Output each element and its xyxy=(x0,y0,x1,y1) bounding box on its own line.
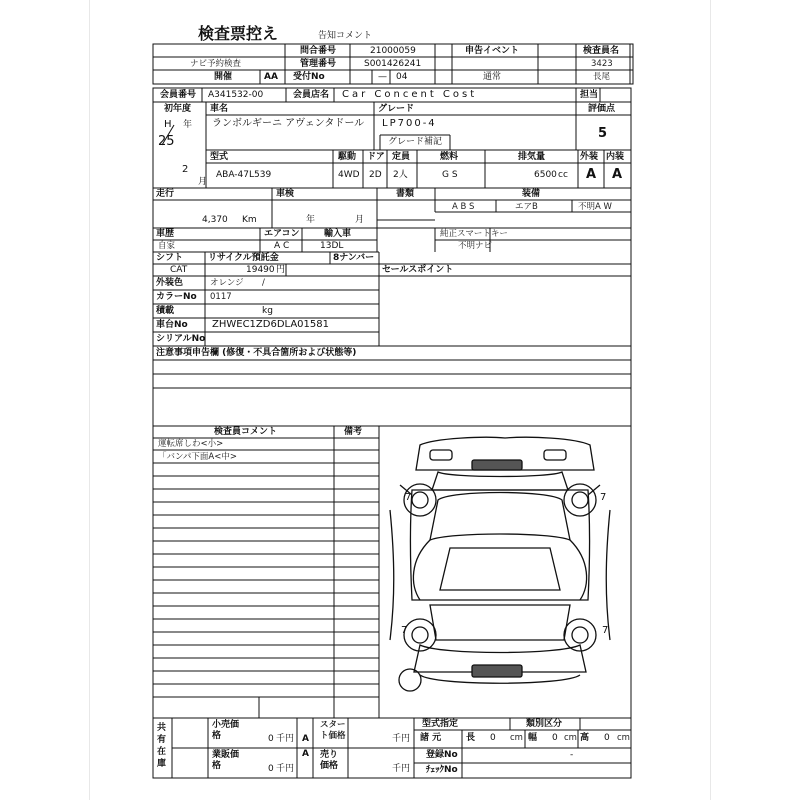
length-label: 長 xyxy=(466,733,476,743)
seats-label: 定員 xyxy=(392,152,411,162)
ext-grade: A xyxy=(586,167,597,182)
mileage-label: 走行 xyxy=(156,189,175,199)
history-label: 車歴 xyxy=(156,229,175,239)
import-label: 輸入車 xyxy=(324,229,352,239)
reception-no: 04 xyxy=(396,72,408,82)
spec-label: 諸 元 xyxy=(420,733,442,743)
shared-stock-label: 共有在庫 xyxy=(157,723,167,769)
grade: LP700-4 xyxy=(382,118,437,129)
inquiry-no: 21000059 xyxy=(370,46,416,56)
equip-aw: 不明A W xyxy=(578,202,612,212)
inspector-comment-label: 検査員コメント xyxy=(214,427,278,437)
damage-mark-front-right: 7 xyxy=(600,492,607,503)
event-label: 申告イベント xyxy=(465,46,520,56)
inquiry-no-label: 問合番号 xyxy=(300,46,337,56)
displacement-unit: cc xyxy=(558,170,568,180)
score: 5 xyxy=(598,126,608,141)
reception-dash: — xyxy=(378,72,387,82)
first-month: 2 xyxy=(182,164,189,175)
member-no: A341532-00 xyxy=(208,90,264,100)
shift-label: シフト xyxy=(156,253,184,263)
width-label: 幅 xyxy=(528,733,538,743)
sheet-title: 検査票控え xyxy=(198,24,279,43)
start-price-label: スタート価格 xyxy=(320,720,346,741)
ext-color: オレンジ xyxy=(210,278,244,288)
venue-label: 開催 xyxy=(214,72,233,82)
recycle-label: リサイクル預託金 xyxy=(208,253,279,263)
wholesale-price: 0 xyxy=(268,764,274,774)
wholesale-grade: A xyxy=(302,749,309,759)
chassis-label: 車台No xyxy=(156,320,188,330)
sales-point-label: セールスポイント xyxy=(382,265,454,275)
equip-airbag: エアB xyxy=(515,202,538,212)
caution-label: 注意事項申告欄 (修復・不具合箇所および状態等) xyxy=(156,348,357,358)
width-unit: cm xyxy=(564,733,577,743)
import: 13DL xyxy=(320,241,344,251)
retail-grade: A xyxy=(302,734,309,744)
retail-price: 0 xyxy=(268,734,274,744)
sell-price-label: 売り価格 xyxy=(320,750,339,771)
length-unit: cm xyxy=(510,733,523,743)
ext-grade-label: 外装 xyxy=(580,152,599,162)
shop-name: Car Concent Cost xyxy=(342,89,478,100)
comment-line-2: 「バンパ下面A<中> xyxy=(158,452,237,462)
staff-label: 担当 xyxy=(580,90,599,100)
inspection-label: 車検 xyxy=(276,189,295,199)
month-unit: 月 xyxy=(198,177,208,187)
length: 0 xyxy=(490,733,496,743)
class-label: 類別区分 xyxy=(526,719,563,729)
ext-color-label: 外装色 xyxy=(156,278,184,288)
score-label: 評価点 xyxy=(588,104,616,114)
mileage: 4,370 xyxy=(202,215,228,225)
recycle: 19490 xyxy=(246,265,275,275)
serial-label: シリアルNo xyxy=(156,334,206,344)
shift: CAT xyxy=(170,265,188,275)
car-damage-diagram xyxy=(390,437,610,691)
chassis-no: ZHWEC1ZD6DLA01581 xyxy=(212,319,329,330)
ext-color-sep: / xyxy=(262,278,265,288)
grade-label: グレード xyxy=(378,104,415,114)
inspection-year-unit: 年 xyxy=(306,215,316,225)
shop-label: 会員店名 xyxy=(293,90,330,100)
retail-price-unit: 千円 xyxy=(276,734,295,744)
notice-label: 告知コメント xyxy=(318,31,373,41)
int-grade-label: 内装 xyxy=(606,152,625,162)
wholesale-price-unit: 千円 xyxy=(276,764,295,774)
door-label: ドア xyxy=(367,152,385,162)
load-unit: kg xyxy=(262,306,273,316)
sell-price-unit: 千円 xyxy=(392,764,411,774)
seats: 2人 xyxy=(393,170,408,180)
aircon: A C xyxy=(274,241,290,251)
color-code: 0117 xyxy=(210,292,232,302)
car-name-label: 車名 xyxy=(210,104,229,114)
equip-navi: 不明ナビ xyxy=(458,241,493,251)
width: 0 xyxy=(552,733,558,743)
plate8-label: 8ナンバー xyxy=(333,253,375,263)
start-price-unit: 千円 xyxy=(392,734,411,744)
check-no-label: ﾁｪｯｸNo xyxy=(426,765,458,775)
first-year-label: 初年度 xyxy=(164,104,192,114)
equip-smartkey: 純正スマートキー xyxy=(440,229,508,239)
mileage-unit: Km xyxy=(242,215,257,225)
damage-mark-front-left: 7 xyxy=(405,492,412,503)
grade-supplement-label: グレード補記 xyxy=(388,137,443,147)
comment-line-1: 運転席しわ<小> xyxy=(158,439,224,449)
height-label: 高 xyxy=(580,733,590,743)
height-unit: cm xyxy=(617,733,630,743)
inspector-label: 検査員名 xyxy=(583,46,620,56)
registration-no-label: 登録No xyxy=(426,750,458,760)
int-grade: A xyxy=(612,167,623,182)
equip-abs: A B S xyxy=(452,202,475,212)
damage-mark-rear-right: 7 xyxy=(602,625,609,636)
drive: 4WD xyxy=(338,170,360,180)
model-label: 型式 xyxy=(210,152,229,162)
displacement: 6500 xyxy=(534,170,557,180)
era: H xyxy=(164,119,172,130)
aircon-label: エアコン xyxy=(264,229,300,239)
model: ABA-47L539 xyxy=(216,170,272,180)
equipment-label: 装備 xyxy=(522,189,541,199)
documents-label: 書類 xyxy=(396,189,415,199)
door: 2D xyxy=(369,170,382,180)
height: 0 xyxy=(604,733,610,743)
registration-no: - xyxy=(570,750,574,760)
remarks-label: 備考 xyxy=(344,427,363,437)
fuel-label: 燃料 xyxy=(440,152,459,162)
inspector-name: 長尾 xyxy=(593,72,611,82)
type-designation-label: 型式指定 xyxy=(422,719,459,729)
member-no-label: 会員番号 xyxy=(160,90,197,100)
year-unit: 年 xyxy=(183,120,193,130)
inspection-month-unit: 月 xyxy=(355,215,365,225)
event-value: 通常 xyxy=(483,72,502,82)
retail-price-label: 小売価格 xyxy=(212,720,240,741)
drive-label: 駆動 xyxy=(338,152,357,162)
navi-note: ナビ予約検査 xyxy=(190,59,242,69)
venue-value: AA xyxy=(264,72,278,82)
history: 自家 xyxy=(158,241,176,251)
mgmt-no-label: 管理番号 xyxy=(300,59,337,69)
recycle-unit: 円 xyxy=(276,265,286,275)
displacement-label: 排気量 xyxy=(518,152,546,162)
damage-mark-rear-left: 7 xyxy=(401,625,408,636)
wholesale-price-label: 業販価格 xyxy=(212,750,240,771)
inspector-code: 3423 xyxy=(591,59,613,69)
mgmt-no: S001426241 xyxy=(364,59,422,69)
car-name: ランボルギーニ アヴェンタドール xyxy=(212,118,365,129)
first-year: 25 xyxy=(158,134,175,149)
inspection-sheet xyxy=(90,0,710,800)
load-label: 積載 xyxy=(156,306,175,316)
reception-no-label: 受付No xyxy=(293,72,325,82)
color-code-label: カラーNo xyxy=(156,292,197,302)
fuel: G S xyxy=(442,170,458,180)
